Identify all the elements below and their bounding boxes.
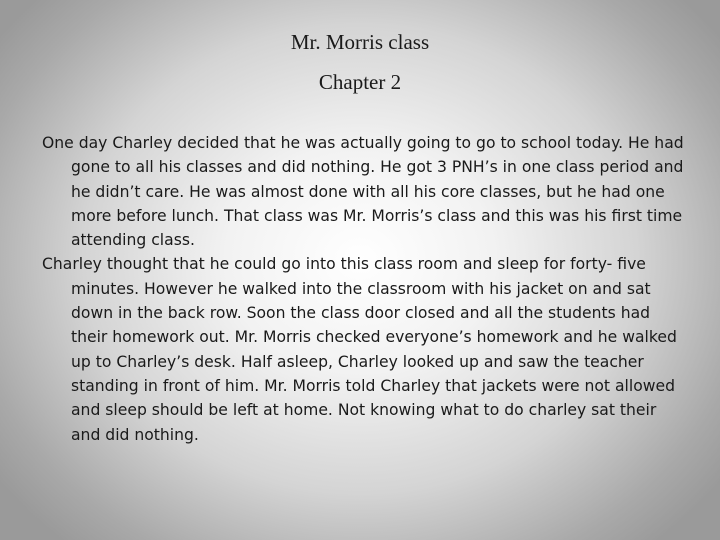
chapter-heading: Chapter 2: [318, 70, 402, 94]
paragraph-2: Charley thought that he could go into this class room and sleep for forty- five minutes. However he walked into the classroom with his jacket on and sat down in the back row. Soon the class door closed and all the students had their homework out. Mr. Morris checked everyone’s homework and he walked up to Charley’s desk. Half asleep, Charley looked up and saw the teacher standing in front of him. Mr. Morris told Charley that jackets were not allowed and sleep should be left at home. Not knowing what to do charley sat their and did nothing.: [42, 255, 677, 444]
story-text: [42, 131, 690, 447]
title-block: [0, 22, 720, 102]
slide-title: Mr. Morris class: [290, 30, 430, 54]
paragraph-1: One day Charley decided that he was actually going to go to school today. He had gone to all his classes and did nothing. He got 3 PNH’s in one class period and he didn’t care. He was almost done with all his core classes, but he had one more before lunch. That class was Mr. Morris’s class and this was his first time attending class.: [42, 134, 684, 250]
